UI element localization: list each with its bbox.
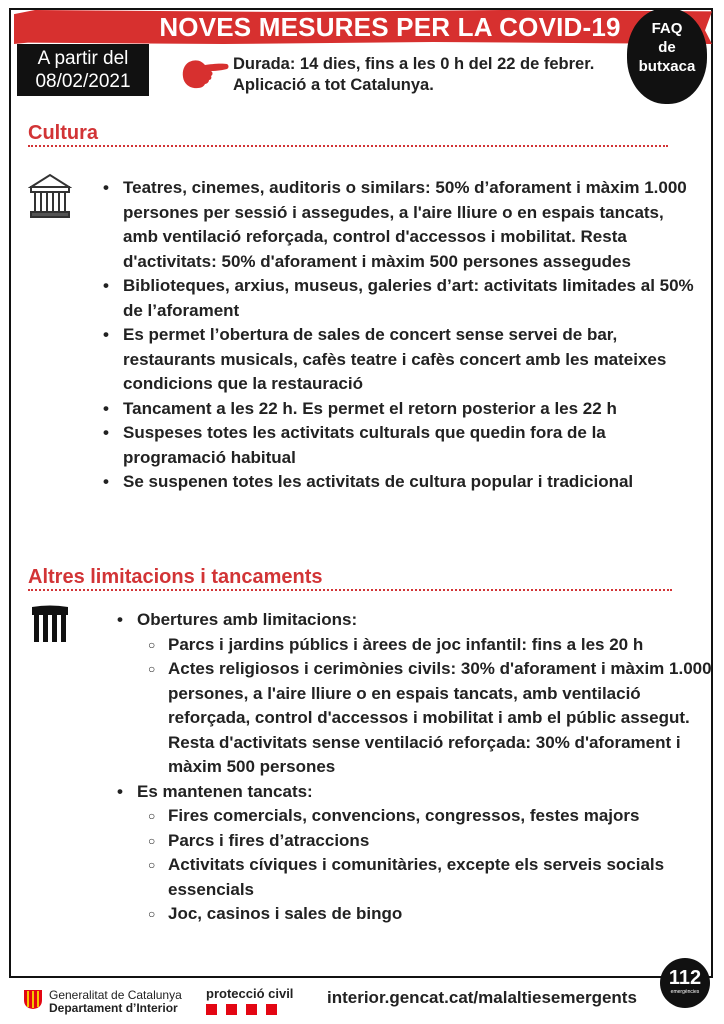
- date-value: 08/02/2021: [35, 71, 131, 92]
- list-item-heading: Es mantenen tancats:: [137, 781, 313, 801]
- duration-line-1: Durada: 14 dies, fins a les 0 h del 22 de febrer.: [233, 55, 595, 73]
- list-item: [117, 608, 717, 780]
- museum-outline-icon: [28, 173, 72, 219]
- section-divider: [28, 145, 668, 147]
- list-item: • Suspeses totes les activitats culturals que quedin fora de la programació habitual: [103, 421, 703, 470]
- list-item: • Teatres, cinemes, auditoris o similars: 50% d’aforament i màxim 1.000 persones per sessió i assegudes, a l'aire lliure o en espais tancats, amb ventilació reforçada, control d'accessos i mobilitat. Resta d'activitats: 50% d'aforament i màxim 500 persones assegudes: [103, 176, 703, 274]
- list-item: [117, 780, 717, 927]
- sublist-item: ○ Fires comercials, convencions, congressos, festes majors: [137, 804, 717, 829]
- faq-line-3: butxaca: [638, 58, 696, 75]
- page-title: NOVES MESURES PER LA COVID-19: [159, 12, 621, 42]
- section-title-cultura: Cultura: [28, 122, 98, 144]
- duration-line-2: Aplicació a tot Catalunya.: [233, 76, 434, 94]
- cultura-list: [103, 176, 703, 495]
- list-item-heading: Obertures amb limitacions:: [137, 610, 358, 629]
- badge-label: emergències: [670, 989, 700, 995]
- sublist-item: ○ Parcs i fires d’atraccions: [137, 829, 717, 854]
- sublist-item: ○ Parcs i jardins públics i àrees de joc infantil: fins a les 20 h: [137, 633, 717, 658]
- sublist-item: ○ Actes religiosos i cerimònies civils: 30% d'aforament i màxim 1.000 persones, a l'aire lliure o en espais tancats, amb ventilació reforçada, control d'accessos i mobilitat i amb el públic assegut. Resta d'activitats sense ventilació reforçada: 30% d'aforament i màxim 500 persones: [137, 657, 717, 780]
- list-item: • Se suspenen totes les activitats de cultura popular i tradicional: [103, 470, 703, 495]
- list-item: • Tancament a les 22 h. Es permet el retorn posterior a les 22 h: [103, 397, 703, 422]
- generalitat-text: [49, 989, 182, 1015]
- list-item: • Biblioteques, arxius, museus, galeries d’art: activitats limitades al 50% de l’aforament: [103, 274, 703, 323]
- date-box: [17, 44, 149, 96]
- section-title-altres: Altres limitacions i tancaments: [28, 566, 323, 588]
- pointing-hand-icon: [181, 56, 229, 90]
- badge-number: 112: [668, 967, 702, 989]
- columns-solid-icon: [30, 605, 70, 643]
- date-label: A partir del: [37, 48, 129, 69]
- sublist-item: ○ Joc, casinos i sales de bingo: [137, 902, 717, 927]
- faq-line-2: de: [658, 39, 676, 56]
- faq-badge: [627, 8, 707, 104]
- altres-list: [117, 608, 717, 927]
- generalitat-logo-icon: [22, 988, 44, 1010]
- proteccio-civil-title: protecció civil: [206, 986, 294, 1001]
- sublist-item: ○ Activitats cíviques i comunitàries, excepte els serveis socials essencials: [137, 853, 717, 902]
- sublist: [137, 633, 717, 780]
- emergency-112-badge: [660, 958, 710, 1008]
- section-divider: [28, 589, 672, 591]
- generalitat-line-2: Departament d’Interior: [49, 1001, 178, 1015]
- duration-text: [233, 54, 594, 96]
- proteccio-civil-logo: [206, 986, 293, 1015]
- generalitat-line-1: Generalitat de Catalunya: [49, 988, 182, 1002]
- list-item: • Es permet l’obertura de sales de concert sense servei de bar, restaurants musicals, cafès teatre i cafès concert amb les mateixes condicions que la restauració: [103, 323, 703, 397]
- faq-line-1: FAQ: [651, 20, 683, 37]
- website-link[interactable]: interior.gencat.cat/malaltiesemergents: [327, 988, 637, 1007]
- sublist: [137, 804, 717, 927]
- proteccio-civil-squares-icon: [206, 1004, 293, 1015]
